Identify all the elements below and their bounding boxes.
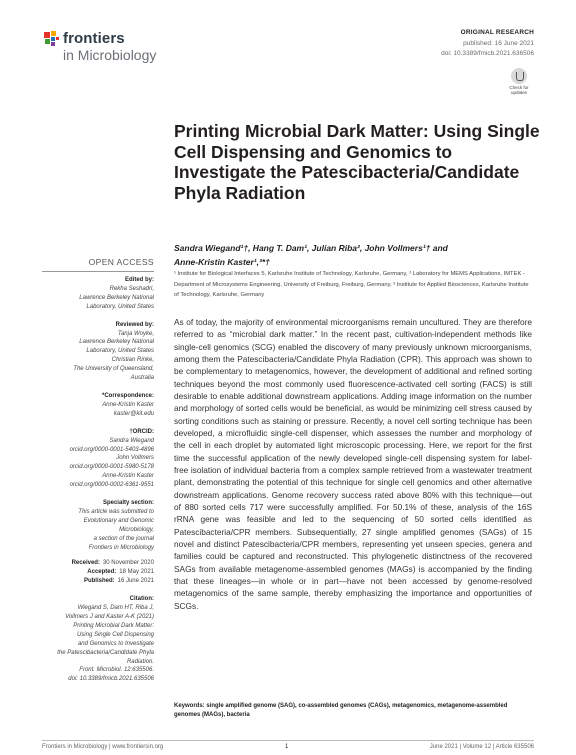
specialty-label: Specialty section: (102, 500, 154, 507)
sidebar-spacer (42, 552, 154, 559)
citation-line: Front. Microbiol. 12:635506. (79, 667, 154, 674)
received-date: 30 November 2020 (102, 560, 154, 567)
keywords-list: single amplified genome (SAG), co-assembled genomes (CAGs), metagenomics, metagenome-assembled genomes (MAGs), bacteria (174, 703, 508, 718)
orcid-line: John Vollmers (116, 455, 154, 462)
article-type: ORIGINAL RESEARCH (460, 29, 534, 36)
keywords-label: Keywords: (174, 703, 205, 709)
citation-line: Radiation. (126, 658, 154, 665)
logo-journal-name: in Microbiology (63, 47, 157, 63)
check-for-updates-badge[interactable] (504, 68, 534, 102)
edited-by-line: Rekha Seshadri, (109, 285, 154, 292)
citation-line: Vollmers J and Kaster A-K (2021) (65, 614, 154, 620)
edited-by-line: Lawrence Berkeley National (79, 294, 154, 301)
open-access-label: OPEN ACCESS (88, 257, 154, 267)
sidebar-divider (42, 271, 154, 272)
keywords (174, 702, 532, 720)
affiliations: ¹ Institute for Biological Interfaces 5, Karlsruhe Institute of Technology, Karlsruhe, Germany, ² Laboratory for MEMS Applications, IMTEK - Department of Microsystems Engineering, University of Freiburg, Freiburg, Germany, ³ Institute for Applied Biosciences, Karlsruhe Institute of Technology, Karlsruhe, Germany (174, 271, 529, 298)
logo-wordmark: frontiers (63, 30, 125, 47)
accepted-row (42, 568, 154, 577)
orcid-link[interactable]: orcid.org/0000-0002-6361-9551 (69, 482, 154, 489)
footer-issue-info: June 2021 | Volume 12 | Article 635506 (429, 744, 534, 750)
correspondence-name: Anne-Kristin Kaster (102, 401, 154, 408)
received-row (42, 559, 154, 568)
citation-doi-link[interactable]: doi: 10.3389/fmicb.2021.635506 (68, 676, 154, 683)
reviewed-by-line: Laboratory, United States (86, 348, 154, 355)
abstract-text: As of today, the majority of environmental microorganisms remain uncultured. They are therefore referred to as “microbial dark matter.” In the recent past, cultivation-independent methods like single-cell genomics (SCG) enabled the discovery of many previously unknown microorganisms, among them the Patescibacteria/Candidate Phyla Radiation (CPR). This approach was shown to be complementary to metagenomics, however, the development of additional and refined sorting techniques beyond the most commonly used fluorescence-activated cell sorting (FACS) is still desirable to enable additional downstream applications. Adding image information on the number and morphology of sorted cells would be beneficial, as would be minimizing cell stress caused by sorting conditions such as staining or pressure. Recently, a novel cell sorting technique has been developed, a microfluidic single-cell dispenser, which assesses the number and morphology of the cell in each droplet by automated light microscopic processing. Here, we report for the first time the successful application of the newly developed single-cell dispensing system for label-free isolation of individual bacteria from a complex sample retrieved from a wastewater treatment plant, demonstrating the potential of this technique for single cell genomics and other alternative downstream applications. Genome recovery success rated above 80% with this technique—out of 880 sorted cells 717 were successfully amplified. For 50.1% of these, analysis of the 16S rRNA gene was feasible and led to the sequencing of 50 sorted cells identified as Patescibacteria/CPR members. Subsequentially, 27 single amplified genomes (SAGs) of 15 novel and distinct Patescibacteria/CPR members, representing yet unseen species, genera and families could be captured and reconstructed. This phylogenetic distinctness of the recovered SAGs from available metagenome-assembled genomes (MAGs) is accompanied by the finding that these lineages—in whole or in part—have not been accessed by genome-resolved metagenomics of the same sample, thereby emphasizing the importance and opportunities of SCGs. (174, 317, 532, 611)
orcid-link[interactable]: orcid.org/0000-0001-5980-5178 (69, 464, 154, 471)
orcid-label: †ORCID: (129, 428, 154, 435)
specialty-line: Evolutionary and Genomic (83, 517, 154, 524)
badge-label: Check for updates (509, 85, 529, 95)
reviewed-by-line: Tanja Woyke, (117, 330, 154, 337)
orcid-link[interactable]: orcid.org/0000-0001-5403-4896 (69, 446, 154, 453)
accepted-date: 18 May 2021 (119, 569, 154, 576)
reviewed-by-line: Christian Rinke, (111, 357, 154, 364)
citation-label: Citation: (129, 596, 154, 603)
orcid-line: Anne-Kristin Kaster (102, 473, 154, 480)
citation-line: Printing Microbial Dark Matter: (73, 622, 154, 629)
citation-line: and Genomics to Investigate (77, 640, 154, 647)
author-list (174, 241, 474, 269)
published-row (42, 577, 154, 586)
specialty-line: This article was submitted to (78, 508, 154, 515)
edited-by-label: Edited by: (124, 277, 154, 283)
reviewed-by-line: Lawrence Berkeley National (79, 339, 154, 346)
journal-logo[interactable] (42, 28, 172, 64)
reviewed-by-label: Reviewed by: (115, 321, 154, 328)
reviewed-by-line: Australia (130, 375, 154, 382)
author-line-1: Sandra Wiegand¹†, Hang T. Dam¹, Julian Riba², John Vollmers¹† and (174, 243, 448, 253)
article-sidebar (42, 276, 154, 684)
published-label: Published: (83, 578, 115, 585)
specialty-line: Microbiology, (119, 526, 154, 533)
accepted-label: Accepted: (87, 569, 117, 576)
reviewed-by-line: The University of Queensland, (73, 366, 154, 373)
correspondence-label: *Correspondence: (101, 392, 154, 399)
article-title: Printing Microbial Dark Matter: Using Single Cell Dispensing and Genomics to Investigate the Patescibacteria/Candidate Phyla Radiation (174, 121, 540, 203)
received-label: Received: (71, 560, 100, 567)
frontiers-logo-icon (42, 30, 62, 50)
page-number: 1 (285, 744, 289, 750)
doi-link[interactable]: doi: 10.3389/fmicb.2021.636506 (441, 50, 534, 57)
citation-line: Using Single Cell Dispensing (76, 631, 154, 638)
footer-divider (42, 740, 534, 741)
specialty-line: Frontiers in Microbiology (88, 544, 154, 551)
edited-by-line: Laboratory, United States (86, 303, 154, 310)
correspondence-email[interactable]: kaster@kit.edu (113, 410, 154, 417)
author-line-2: Anne-Kristin Kaster¹,³*† (174, 257, 270, 267)
footer-journal-link[interactable]: Frontiers in Microbiology | www.frontiersin.org (42, 744, 164, 750)
check-updates-icon (511, 68, 527, 84)
specialty-line: a section of the journal (93, 535, 154, 542)
citation-line: Wiegand S, Dam HT, Riba J, (77, 605, 154, 612)
published-date-sidebar: 16 June 2021 (117, 578, 154, 585)
published-date: published: 16 June 2021 (463, 40, 534, 47)
orcid-line: Sandra Wiegand (109, 437, 154, 444)
citation-line: the Patescibacteria/Candidate Phyla (57, 649, 154, 656)
